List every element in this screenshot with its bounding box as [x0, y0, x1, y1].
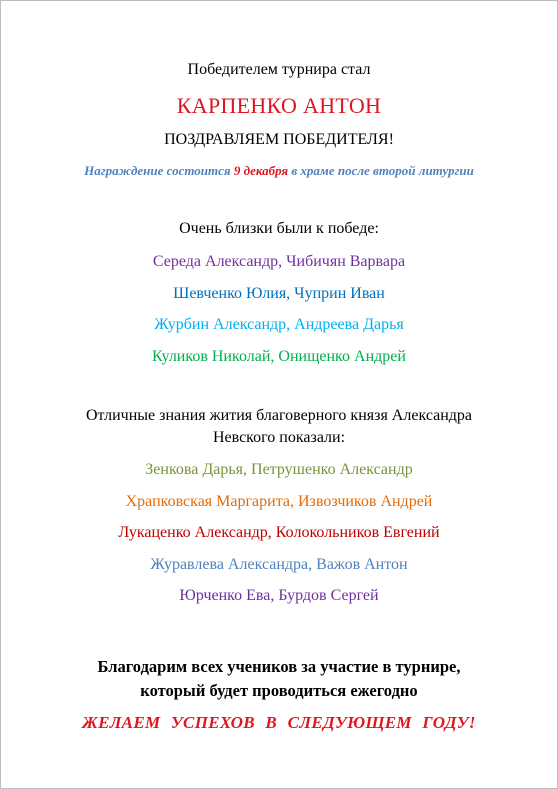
- award-announcement: [1, 162, 557, 180]
- thanks-line-1: Благодарим всех учеников за участие в турнире,: [97, 657, 461, 676]
- close-to-victory-list: [1, 252, 557, 378]
- close-to-victory-heading: Очень близки были к победе:: [179, 220, 379, 237]
- knowledge-name-row: Зенкова Дарья, Петрушенко Александр: [145, 461, 413, 478]
- wish-message: ЖЕЛАЕМ УСПЕХОВ В СЛЕДУЮЩЕМ ГОДУ!: [82, 713, 476, 732]
- knowledge-list: [1, 460, 557, 618]
- award-text-after: в храме после второй литургии: [288, 163, 474, 178]
- winner-name: КАРПЕНКО АНТОН: [176, 93, 382, 118]
- knowledge-name-row: Журавлева Александра, Важов Антон: [150, 555, 408, 573]
- intro-text: Победителем турнира стал: [187, 61, 371, 78]
- knowledge-heading-line-2: Невского показали:: [212, 429, 346, 446]
- close-name-row: Середа Александр, Чибичян Варвара: [152, 253, 406, 270]
- knowledge-name-row: Лукаценко Александр, Колокольников Евгений: [118, 524, 440, 541]
- knowledge-name-row: Храпковская Маргарита, Извозчиков Андрей: [125, 492, 433, 510]
- congratulations-text: ПОЗДРАВЛЯЕМ ПОБЕДИТЕЛЯ!: [164, 131, 394, 148]
- knowledge-heading: [1, 405, 557, 449]
- close-name-row: Журбин Александр, Андреева Дарья: [154, 316, 404, 333]
- award-text-before: Награждение состоится: [84, 163, 234, 178]
- award-date: 9 декабря: [233, 163, 289, 178]
- thanks-line-2: который будет проводиться ежегодно: [140, 681, 418, 700]
- knowledge-heading-line-1: Отличные знания жития благоверного князя Александра: [85, 407, 473, 424]
- close-name-row: Куликов Николай, Онищенко Андрей: [152, 347, 406, 365]
- thanks-message: [1, 655, 557, 703]
- knowledge-name-row: Юрченко Ева, Бурдов Сергей: [179, 587, 379, 604]
- close-name-row: Шевченко Юлия, Чуприн Иван: [173, 284, 385, 302]
